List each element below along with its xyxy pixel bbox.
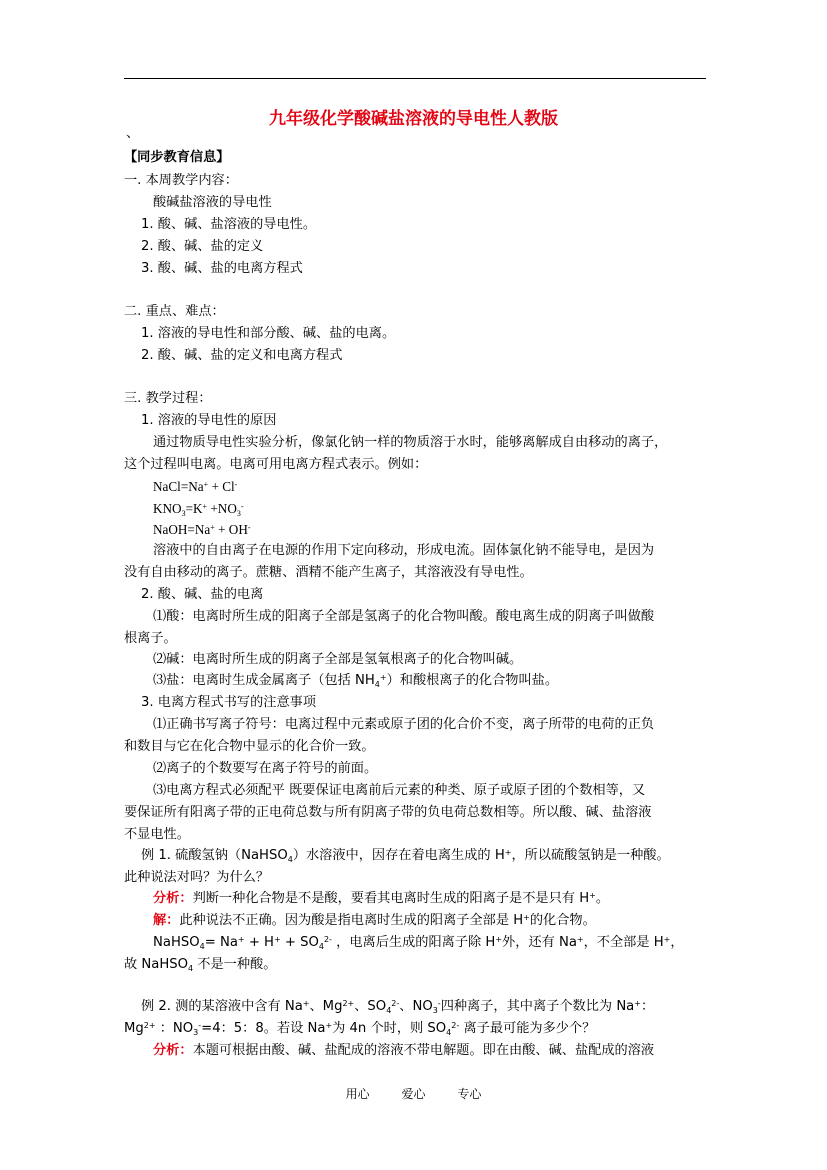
footer-text: 用心 <box>345 1087 370 1101</box>
equation-nacl: NaCl=Na+ + Cl- <box>153 479 238 494</box>
equation-kno3: $KNO_3=K^+ +NO_3^-$ <box>153 501 244 518</box>
example-2-question: 例 2. 测的某溶液中含有 Na+、$Mg^{2+}$、$SO_4^{2-}$、$NO_3^-$四种离子，其中离子个数比为 Na+： <box>141 999 655 1015</box>
stray-mark: 、 <box>126 126 140 141</box>
part1-topic: 酸碱盐溶液的导电性 <box>153 195 272 210</box>
note: ⑶电离方程式必须配平 既要保证电离前后元素的种类、原子或原子团的个数相等，又 <box>153 783 646 798</box>
example-2-analysis: 分析：本题可根据由酸、碱、盐配成的溶液不带电解题。即在由酸、碱、盐配成的溶液 <box>153 1043 655 1058</box>
definition-acid-cont: 根离子。 <box>124 631 177 646</box>
footer-text: 爱心 <box>401 1087 426 1101</box>
part3-heading: 三. 教学过程： <box>124 391 212 406</box>
section-label: 【同步教育信息】 <box>124 150 230 165</box>
section-1-title: 1. 溶液的导电性的原因 <box>141 413 277 428</box>
part1-heading: 一. 本周教学内容： <box>124 173 238 188</box>
paragraph: 溶液中的自由离子在电源的作用下定向移动，形成电流。固体氯化钠不能导电，是因为 <box>153 543 655 558</box>
example-1-question-cont: 此种说法对吗？为什么？ <box>124 870 270 885</box>
example-2-question-cont: $Mg^{2+}$ ：$NO_3^-=4$：5：8。若设 Na+为 4n 个时，则 $SO_4^{2-}$ 离子最可能为多少个？ <box>124 1021 596 1037</box>
section-2-title: 2. 酸、碱、盐的电离 <box>141 587 264 602</box>
part1-item: 2. 酸、碱、盐的定义 <box>141 239 264 254</box>
definition-base: ⑵碱：电离时所生成的阴离子全部是氢氧根离子的化合物叫碱。 <box>153 652 523 667</box>
example-1-analysis: 分析：判断一种化合物是不是酸，要看其电离时生成的阳离子是不是只有 H+。 <box>153 891 609 906</box>
header-rule <box>124 78 706 79</box>
footer-text: 专心 <box>457 1087 482 1101</box>
equation-naoh: NaOH=Na+ + OH- <box>153 522 251 537</box>
note: 和数目与它在化合物中显示的化合价一致。 <box>124 739 375 754</box>
example-1-question: 例 1. 硫酸氢钠（NaHSO$_4$）水溶液中，因存在着电离生成的 H+，所以硫酸氢钠是一种酸。 <box>141 848 670 864</box>
note: 不显电性。 <box>124 827 190 842</box>
part2-heading: 二. 重点、难点： <box>124 304 225 319</box>
page-footer <box>0 1085 827 1102</box>
part2-item: 2. 酸、碱、盐的定义和电离方程式 <box>141 348 343 363</box>
part1-item: 1. 酸、碱、盐溶液的导电性。 <box>141 217 317 232</box>
note: ⑵离子的个数要写在离子符号的前面。 <box>153 761 378 776</box>
section-3-title: 3. 电离方程式书写的注意事项 <box>141 695 317 710</box>
note: ⑴正确书写离子符号：电离过程中元素或原子团的化合价不变，离子所带的电荷的正负 <box>153 717 655 732</box>
part1-item: 3. 酸、碱、盐的电离方程式 <box>141 261 303 276</box>
definition-acid: ⑴酸：电离时所生成的阳离子全部是氢离子的化合物叫酸。酸电离生成的阴离子叫做酸 <box>153 609 655 624</box>
example-1-equation: NaHSO$_4$= $Na^+ + H^+ + SO_4^{2-}$ ，电离后生成的阳离子除 H+外，还有 Na+，不全部是 H+， <box>153 935 684 951</box>
definition-salt: ⑶盐：电离时生成金属离子（包括 $NH_4^+$）和酸根离子的化合物叫盐。 <box>153 673 559 689</box>
paragraph: 通过物质导电性实验分析，像氯化钠一样的物质溶于水时，能够离解成自由移动的离子， <box>153 435 668 450</box>
example-1-answer: 解：此种说法不正确。因为酸是指电离时生成的阳离子全部是 H+的化合物。 <box>153 913 596 928</box>
example-1-conclusion: 故 NaHSO$_4$ 不是一种酸。 <box>124 957 277 973</box>
part2-item: 1. 溶液的导电性和部分酸、碱、盐的电离。 <box>141 326 396 341</box>
paragraph: 这个过程叫电离。电离可用电离方程式表示。例如： <box>124 457 428 472</box>
page-title: 九年级化学酸碱盐溶液的导电性人教版 <box>269 109 558 129</box>
note: 要保证所有阳离子带的正电荷总数与所有阴离子带的负电荷总数相等。所以酸、碱、盐溶液 <box>124 805 652 820</box>
paragraph: 没有自由移动的离子。蔗糖、酒精不能产生离子，其溶液没有导电性。 <box>124 565 533 580</box>
